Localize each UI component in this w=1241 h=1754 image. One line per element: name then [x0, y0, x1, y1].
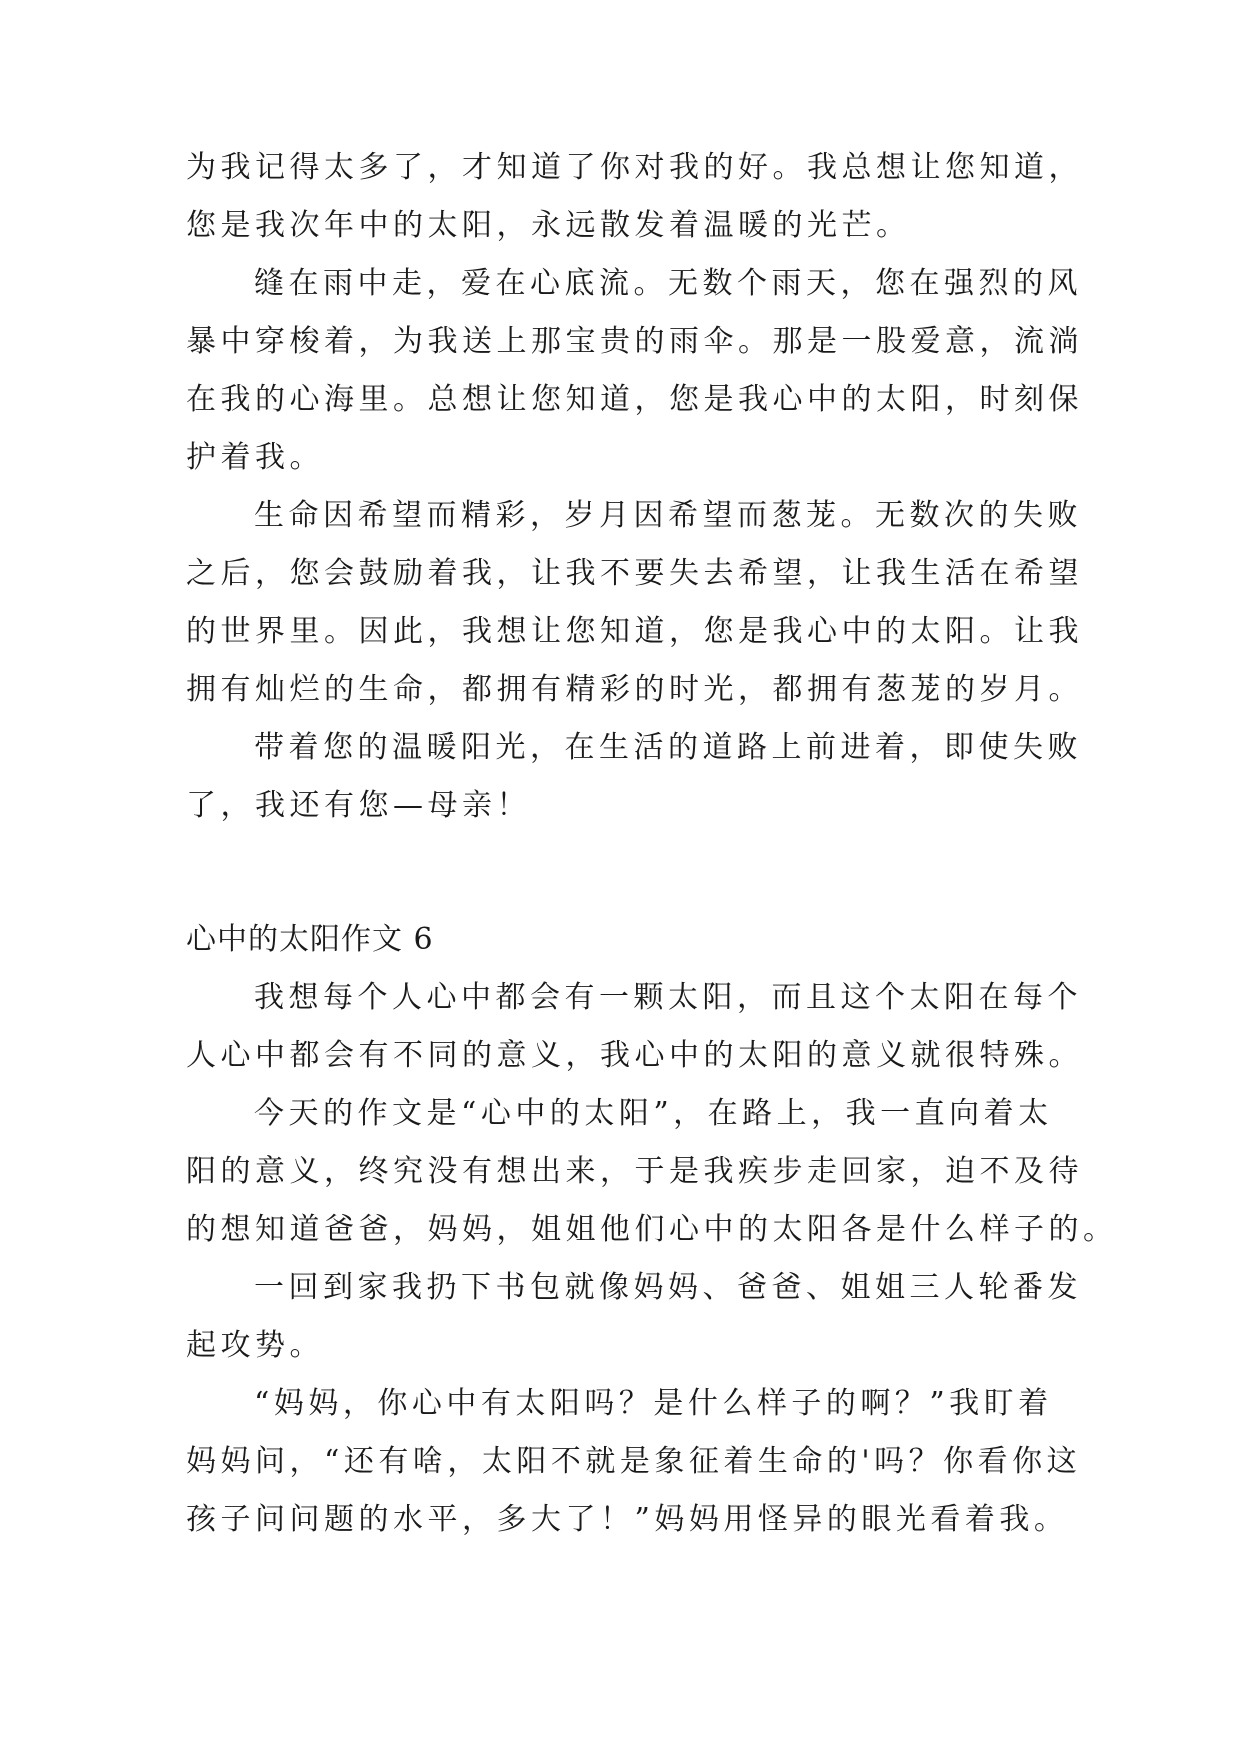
paragraph-first-line: 今天的作文是“心中的太阳”，在路上，我一直向着太	[254, 1096, 1053, 1131]
text-line: 起攻势。	[186, 1328, 324, 1363]
paragraph-first-line: 缝在雨中走，爱在心底流。无数个雨天，您在强烈的风	[254, 266, 1082, 301]
text-line: 护着我。	[186, 440, 324, 475]
paragraph-first-line: 一回到家我扔下书包就像妈妈、爸爸、姐姐三人轮番发	[254, 1270, 1082, 1305]
paragraph-first-line: 生命因希望而精彩，岁月因希望而葱茏。无数次的失败	[254, 498, 1082, 533]
text-line: 妈妈问，“还有啥，太阳不就是象征着生命的'吗？你看你这	[186, 1444, 1082, 1479]
section-heading: 心中的太阳作文 6	[186, 922, 434, 957]
text-line: 暴中穿梭着，为我送上那宝贵的雨伞。那是一股爱意，流淌	[186, 324, 1083, 359]
text-line: 拥有灿烂的生命，都拥有精彩的时光，都拥有葱茏的岁月。	[186, 672, 1083, 707]
text-line: 孩子问问题的水平，多大了！”妈妈用怪异的眼光看着我。	[186, 1502, 1069, 1537]
text-line: 的世界里。因此，我想让您知道，您是我心中的太阳。让我	[186, 614, 1083, 649]
text-line: 人心中都会有不同的意义，我心中的太阳的意义就很特殊。	[186, 1038, 1083, 1073]
text-line: 您是我次年中的太阳，永远散发着温暖的光芒。	[186, 208, 911, 243]
paragraph-first-line: 我想每个人心中都会有一颗太阳，而且这个太阳在每个	[254, 980, 1082, 1015]
text-line: 之后，您会鼓励着我，让我不要失去希望，让我生活在希望	[186, 556, 1083, 591]
text-line: 了，我还有您—母亲！	[186, 788, 531, 823]
text-line: 的想知道爸爸，妈妈，姐姐他们心中的太阳各是什么样子的。	[186, 1212, 1118, 1247]
paragraph-first-line: “妈妈，你心中有太阳吗？是什么样子的啊？”我盯着	[254, 1386, 1053, 1421]
text-line: 为我记得太多了，才知道了你对我的好。我总想让您知道，	[186, 150, 1083, 185]
paragraph-first-line: 带着您的温暖阳光，在生活的道路上前进着，即使失败	[254, 730, 1082, 765]
text-line: 阳的意义，终究没有想出来，于是我疾步走回家，迫不及待	[186, 1154, 1083, 1189]
text-line: 在我的心海里。总想让您知道，您是我心中的太阳，时刻保	[186, 382, 1083, 417]
